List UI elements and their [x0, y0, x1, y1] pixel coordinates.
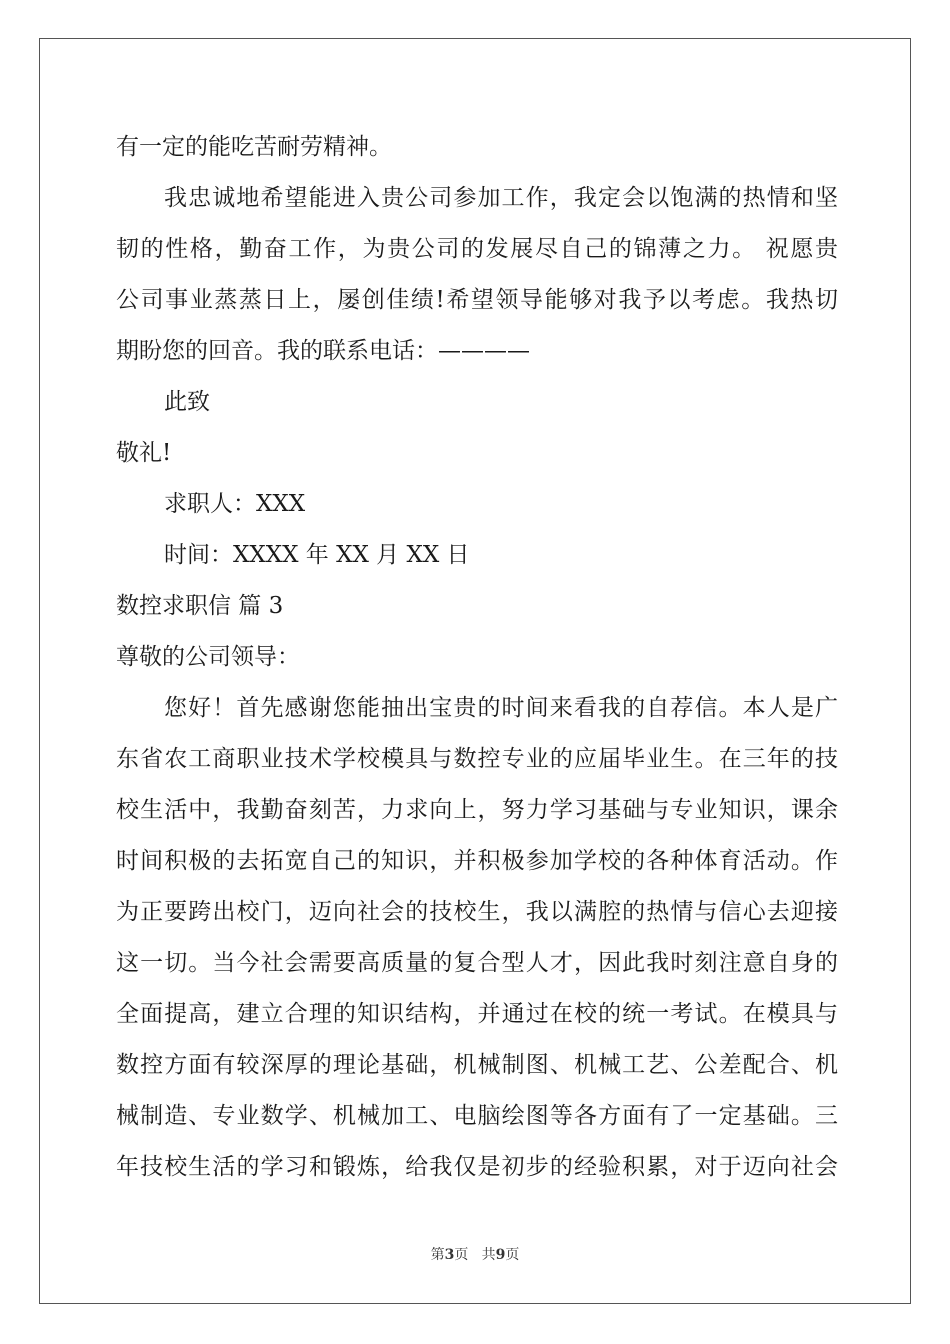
text-line: 年技校生活的学习和锻炼，给我仅是初步的经验积累，对于迈向社会 [116, 1154, 838, 1180]
letter-date: 时间：XXXX 年 XX 月 XX 日 [164, 542, 470, 568]
text-line: 校生活中，我勤奋刻苦，力求向上，努力学习基础与专业知识，课余 [116, 797, 838, 823]
text-line: 公司事业蒸蒸日上，屡创佳绩!希望领导能够对我予以考虑。我热切 [116, 287, 838, 313]
text-line: 我忠诚地希望能进入贵公司参加工作，我定会以饱满的热情和坚 [164, 185, 838, 211]
page-number: 3 [444, 1247, 455, 1263]
total-prefix: 共 [481, 1247, 496, 1263]
text-line: 这一切。当今社会需要高质量的复合型人才，因此我时刻注意自身的 [116, 950, 838, 976]
text-line: 械制造、专业数学、机械加工、电脑绘图等各方面有了一定基础。三 [116, 1103, 838, 1129]
text-line: 期盼您的回音。我的联系电话：———— [116, 338, 530, 364]
page-suffix: 页 [454, 1247, 469, 1263]
salutation-regards: 敬礼! [116, 440, 172, 466]
total-pages: 9 [495, 1247, 506, 1263]
text-line: 数控方面有较深厚的理论基础，机械制图、机械工艺、公差配合、机 [116, 1052, 838, 1078]
document-body [116, 122, 838, 1193]
text-line: 有一定的能吃苦耐劳精神。 [116, 134, 392, 160]
total-suffix: 页 [505, 1247, 520, 1263]
applicant-name: 求职人：XXX [164, 491, 306, 517]
page-footer [0, 1244, 950, 1264]
text-line: 您好！首先感谢您能抽出宝贵的时间来看我的自荐信。本人是广 [164, 695, 838, 721]
page-prefix: 第 [430, 1247, 445, 1263]
section-heading: 数控求职信 篇 3 [116, 593, 284, 619]
text-line: 韧的性格，勤奋工作，为贵公司的发展尽自己的锦薄之力。 祝愿贵 [116, 236, 838, 262]
text-line: 东省农工商职业技术学校模具与数控专业的应届毕业生。在三年的技 [116, 746, 838, 772]
salutation-closing: 此致 [164, 389, 210, 415]
text-line: 时间积极的去拓宽自己的知识，并积极参加学校的各种体育活动。作 [116, 848, 838, 874]
text-line: 为正要跨出校门，迈向社会的技校生，我以满腔的热情与信心去迎接 [116, 899, 838, 925]
letter-greeting: 尊敬的公司领导： [116, 644, 300, 670]
text-line: 全面提高，建立合理的知识结构，并通过在校的统一考试。在模具与 [116, 1001, 838, 1027]
